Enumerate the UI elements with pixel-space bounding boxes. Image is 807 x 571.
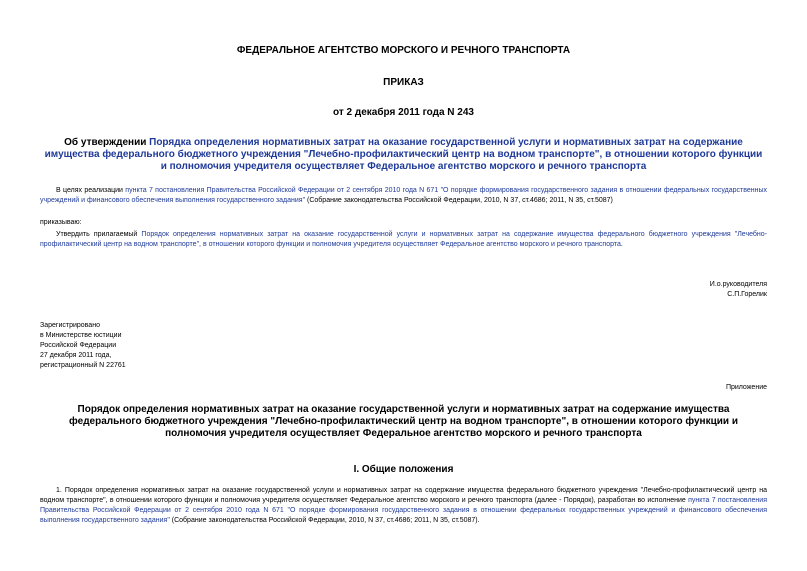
- registration-line: 27 декабря 2011 года,: [40, 352, 112, 359]
- preamble-tail: (Собрание законодательства Российской Федерации, 2010, N 37, ст.4686; 2011, N 35, ст.5087): [305, 197, 613, 204]
- registration-line: регистрационный N 22761: [40, 362, 126, 369]
- title-link[interactable]: Порядка определения нормативных затрат на оказание государственной услуги и нормативных затрат на содержание имущества федерального бюджетного учреждения "Лечебно-профилактический центр на водном транспорте", в отношении которого функции и полномочия учредителя осуществляет Федеральное агентство морского и речного транспорта: [44, 137, 763, 172]
- doc-type: ПРИКАЗ: [383, 77, 424, 88]
- signature-block: [40, 280, 767, 300]
- preamble-paragraph: [40, 186, 767, 206]
- order-paragraph: [40, 230, 767, 250]
- paragraph-lead: 1. Порядок определения нормативных затрат на оказание государственной услуги и нормативных затрат на содержание имущества федерального бюджетного учреждения "Лечебно-профилактический центр на водном транспорте", в отношении которого функции и полномочия учредителя осуществляет Федеральное агентство морского и речного транспорта (далее - Порядок), разработан во исполнение: [40, 487, 767, 504]
- date-number: от 2 декабря 2011 года N 243: [333, 107, 474, 118]
- paragraph-link[interactable]: пункта 7 постановления Правительства Российской Федерации от 2 сентября 2010 года N 671 "О порядке формирования государственного задания в отношении федеральных государственных учреждений и финансового обеспечения выполнения государственного задания": [40, 497, 767, 524]
- signatory-name: С.П.Горелик: [727, 291, 767, 298]
- registration-line: Зарегистрировано: [40, 322, 100, 329]
- appendix-label: [40, 383, 767, 393]
- registration-block: [40, 321, 767, 371]
- order-word-text: приказываю:: [40, 219, 82, 226]
- appendix-label-text: Приложение: [725, 384, 767, 391]
- signatory-position: И.о.руководителя: [709, 281, 767, 288]
- appendix-title-text: Порядок определения нормативных затрат на оказание государственной услуги и нормативных затрат на содержание имущества федерального бюджетного учреждения "Лечебно-профилактический центр на водном транспорте", в отношении которого функции и полномочия учредителя осуществляет Федеральное агентство морского и речного транспорта: [69, 404, 738, 439]
- registration-line: Российской Федерации: [40, 342, 117, 349]
- order-link[interactable]: Порядок определения нормативных затрат на оказание государственной услуги и нормативных затрат на содержание имущества федерального бюджетного учреждения "Лечебно-профилактический центр на водном транспорте", в отношении которого функции и полномочия учредителя осуществляет Федеральное агентство морского и речного транспорта: [40, 231, 768, 248]
- order-title: [42, 137, 765, 173]
- appendix-title: [48, 404, 759, 440]
- agency-heading: [40, 45, 767, 56]
- doc-type-heading: [40, 77, 767, 88]
- preamble-link[interactable]: пункта 7 постановления Правительства Российской Федерации от 2 сентября 2010 года N 671 "О порядке формирования государственного задания в отношении федеральных государственных учреждений и финансового обеспечения выполнения государственного задания": [40, 187, 767, 204]
- section-paragraph-1: [40, 486, 767, 526]
- paragraph-tail: (Собрание законодательства Российской Федерации, 2010, N 37, ст.4686; 2011, N 35, ст.5087).: [169, 517, 480, 524]
- preamble-lead: В целях реализации: [56, 187, 126, 194]
- order-word: [40, 218, 767, 228]
- title-prefix: Об утверждении: [64, 137, 150, 148]
- agency-name: ФЕДЕРАЛЬНОЕ АГЕНТСТВО МОРСКОГО И РЕЧНОГО ТРАНСПОРТА: [236, 45, 571, 56]
- order-lead: Утвердить прилагаемый: [56, 231, 142, 238]
- order-tail: .: [620, 241, 623, 248]
- section-heading-text: I. Общие положения: [353, 464, 454, 475]
- registration-line: в Министерстве юстиции: [40, 332, 122, 339]
- section-heading: [40, 464, 767, 475]
- date-number-heading: [40, 107, 767, 118]
